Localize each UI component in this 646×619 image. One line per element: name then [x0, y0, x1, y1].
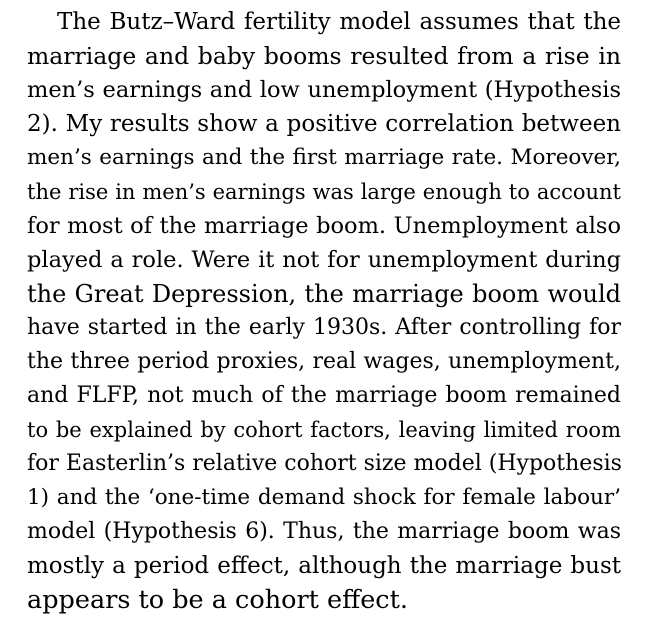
text-line-4: 2). My results show a positive correlation between [27, 111, 621, 137]
paper-page [27, 5, 621, 617]
text-line-2: marriage and baby booms resulted from a rise in [27, 42, 621, 70]
body-paragraph [27, 5, 621, 617]
text-line-14: for Easterlin’s relative cohort size model (Hypothesis [27, 451, 622, 476]
text-line-1: The Butz–Ward fertility model assumes that the [57, 9, 621, 35]
text-line-18: appears to be a cohort effect. [27, 585, 408, 615]
text-line-16: model (Hypothesis 6). Thus, the marriage boom was [27, 519, 621, 544]
text-line-9: the Great Depression, the marriage boom would [27, 280, 621, 308]
text-line-11: the three period proxies, real wages, unemployment, [27, 349, 621, 374]
text-line-7: for most of the marriage boom. Unemployment also [27, 213, 621, 239]
text-line-10: have started in the early 1930s. After controlling for [27, 315, 621, 340]
text-line-15: 1) and the ‘one-time demand shock for female labour’ [27, 485, 621, 510]
text-line-5: men’s earnings and the first marriage rate. Moreover, [27, 145, 621, 170]
text-line-8: played a role. Were it not for unemployment during [27, 247, 621, 273]
text-line-17: mostly a period effect, although the marriage bust [27, 553, 621, 579]
text-line-13: to be explained by cohort factors, leaving limited room [27, 418, 621, 442]
text-line-3: men’s earnings and low unemployment (Hypothesis [27, 77, 621, 103]
text-line-12: and FLFP, not much of the marriage boom remained [27, 383, 621, 408]
text-line-6: the rise in men’s earnings was large enough to account [27, 180, 621, 204]
